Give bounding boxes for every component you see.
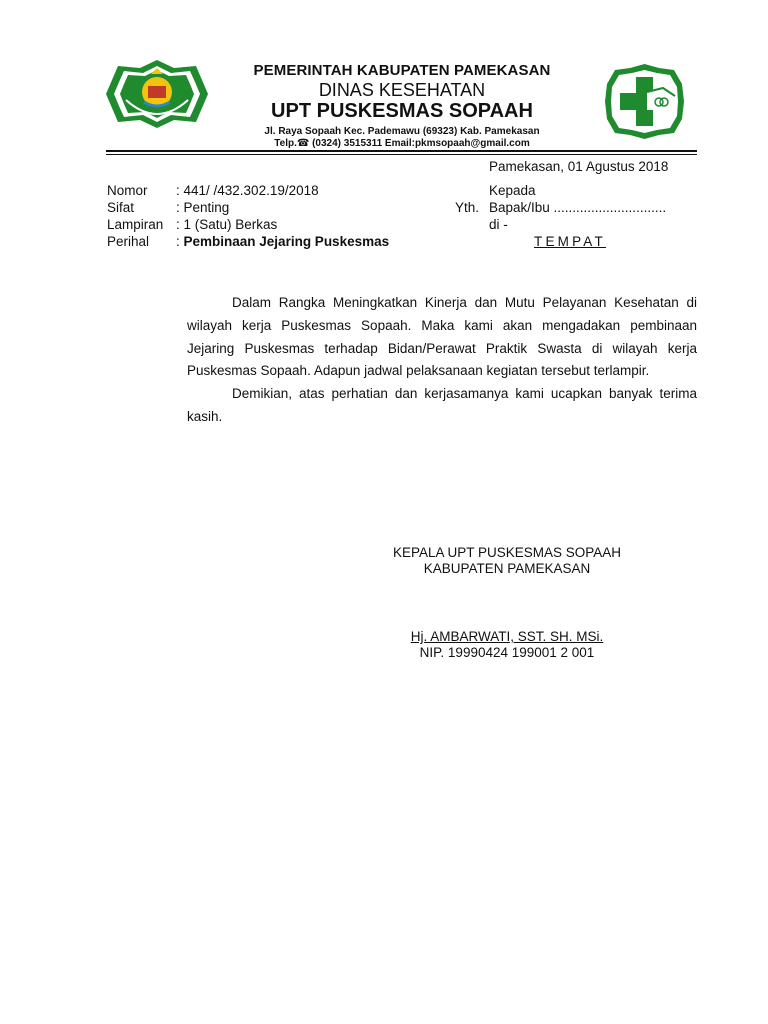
perihal-subject: Pembinaan Jejaring Puskesmas [183, 234, 390, 249]
agency-name: DINAS KESEHATAN [318, 80, 486, 100]
recipient-kepada: Kepada [489, 183, 536, 198]
perihal-colon: : [176, 234, 184, 249]
kabupaten-emblem-icon [104, 58, 210, 130]
meta-value-perihal [176, 233, 389, 250]
header-rule-thick [106, 150, 697, 152]
letter-body [187, 292, 697, 429]
letter-date: Pamekasan, 01 Agustus 2018 [489, 159, 669, 174]
meta-value-sifat: : Penting [176, 200, 230, 215]
puskesmas-emblem-icon [603, 62, 686, 141]
signature-title-2: KABUPATEN PAMEKASAN [423, 561, 591, 576]
signature-title-1: KEPALA UPT PUSKESMAS SOPAAH [392, 545, 622, 560]
meta-value-lampiran: : 1 (Satu) Berkas [176, 217, 278, 232]
meta-label-perihal: Perihal [107, 234, 150, 249]
government-name: PEMERINTAH KABUPATEN PAMEKASAN [253, 62, 551, 79]
header-rule-thin [106, 154, 697, 155]
signatory-name: Hj. AMBARWATI, SST. SH. MSi. [410, 629, 604, 644]
office-address: Jl. Raya Sopaah Kec. Pademawu (69323) Kab. Pamekasan [264, 126, 540, 137]
office-contact: Telp.☎ (0324) 3515311 Email:pkmsopaah@gmail.com [274, 138, 530, 149]
meta-label-sifat: Sifat [107, 200, 135, 215]
meta-value-nomor: : 441/ /432.302.19/2018 [176, 183, 319, 198]
meta-label-lampiran: Lampiran [107, 217, 164, 232]
recipient-di: di - [489, 217, 508, 232]
office-name: UPT PUSKESMAS SOPAAH [271, 100, 533, 122]
letterhead [212, 62, 592, 150]
recipient-tempat: TEMPAT [534, 234, 606, 249]
signatory-nip: NIP. 19990424 199001 2 001 [419, 645, 595, 660]
recipient-name: Bapak/Ibu .............................. [489, 200, 667, 215]
body-paragraph-1: Dalam Rangka Meningkatkan Kinerja dan Mutu Pelayanan Kesehatan di wilayah kerja Puskesmas Sopaah. Maka kami akan mengadakan pembinaan Jejaring Puskesmas terhadap Bidan/Perawat Praktik Swasta di wilayah kerja Puskesmas Sopaah. Adapun jadwal pelaksanaan kegiatan tersebut terlampir. [187, 295, 697, 379]
meta-label-nomor: Nomor [107, 183, 148, 198]
recipient-yth: Yth. [455, 200, 480, 215]
signature-block [357, 545, 657, 661]
body-paragraph-2: Demikian, atas perhatian dan kerjasamanya kami ucapkan banyak terima kasih. [187, 386, 697, 424]
